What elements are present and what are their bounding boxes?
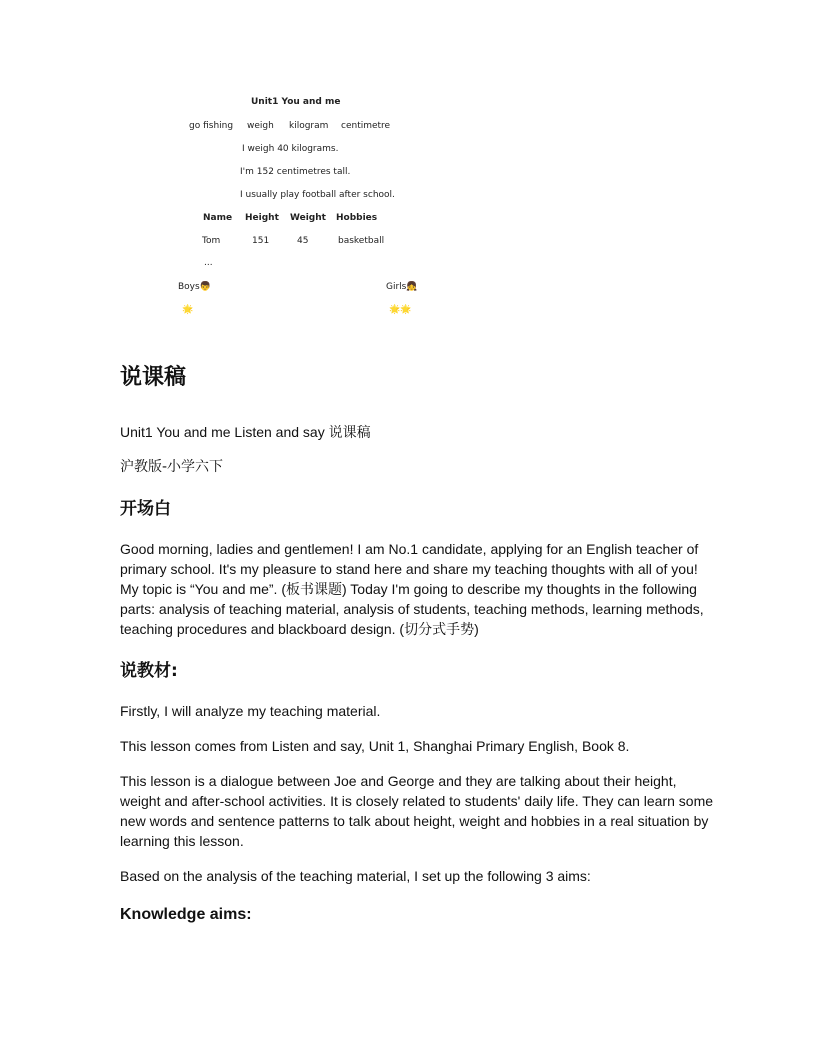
blackboard-title: Unit1 You and me xyxy=(251,97,341,107)
material-paragraph-1: Firstly, I will analyze my teaching material. xyxy=(120,703,381,719)
table-cell: Tom xyxy=(202,236,221,246)
document-subtitle: Unit1 You and me Listen and say 说课稿 xyxy=(120,424,371,440)
table-header: Name xyxy=(203,213,233,223)
sentence-pattern: I weigh 40 kilograms. xyxy=(242,144,339,154)
opening-paragraph: Good morning, ladies and gentlemen! I am No.1 candidate, applying for an English teacher of primary school. It's my pleasure to stand here and share my teaching thoughts with all of you! My topic is “You and me”. (板书课题) Today I'm going to describe my thoughts in the following parts: analysis of teaching material, analysis of students, teaching methods, learning methods, teaching procedures and blackboard design. (切分式手势) xyxy=(120,541,704,637)
table-header: Weight xyxy=(290,213,326,223)
sentence-pattern: I'm 152 centimetres tall. xyxy=(240,167,351,177)
vocab-word: weigh xyxy=(247,121,274,131)
material-heading: 说教材: xyxy=(120,661,178,681)
document-title: 说课稿 xyxy=(120,365,187,390)
vocab-word: kilogram xyxy=(289,121,329,131)
table-cell: basketball xyxy=(338,236,385,246)
opening-heading: 开场白 xyxy=(120,499,171,519)
blackboard-design xyxy=(0,0,816,330)
girls-star-icon: 🌟🌟 xyxy=(389,305,412,315)
material-paragraph-2: This lesson comes from Listen and say, Unit 1, Shanghai Primary English, Book 8. xyxy=(120,738,630,754)
table-ellipsis: ... xyxy=(204,258,213,268)
vocab-word: go fishing xyxy=(189,121,234,131)
material-paragraph-4: Based on the analysis of the teaching material, I set up the following 3 aims: xyxy=(120,868,591,884)
boy-icon: 👦 xyxy=(199,282,211,292)
girls-label xyxy=(386,282,418,292)
boys-star-icon: 🌟 xyxy=(182,305,194,315)
vocab-word: centimetre xyxy=(341,121,391,131)
girls-text: Girls xyxy=(386,282,407,292)
table-header: Hobbies xyxy=(336,213,378,223)
material-paragraph-3: This lesson is a dialogue between Joe and George and they are talking about their height, weight and after-school activities. It is closely related to students' daily life. They can learn some new words and sentence patterns to talk about height, weight and hobbies in a real situation by learning this lesson. xyxy=(120,773,714,849)
document-body xyxy=(120,362,720,926)
publisher-line: 沪教版-小学六下 xyxy=(120,459,224,475)
table-header: Height xyxy=(245,213,279,223)
table-cell: 151 xyxy=(252,236,270,246)
knowledge-aims-heading: Knowledge aims: xyxy=(120,906,252,923)
boys-label xyxy=(178,282,211,292)
boys-text: Boys xyxy=(178,282,200,292)
sentence-pattern: I usually play football after school. xyxy=(240,190,395,200)
girl-icon: 👧 xyxy=(406,282,418,292)
table-cell: 45 xyxy=(297,236,309,246)
